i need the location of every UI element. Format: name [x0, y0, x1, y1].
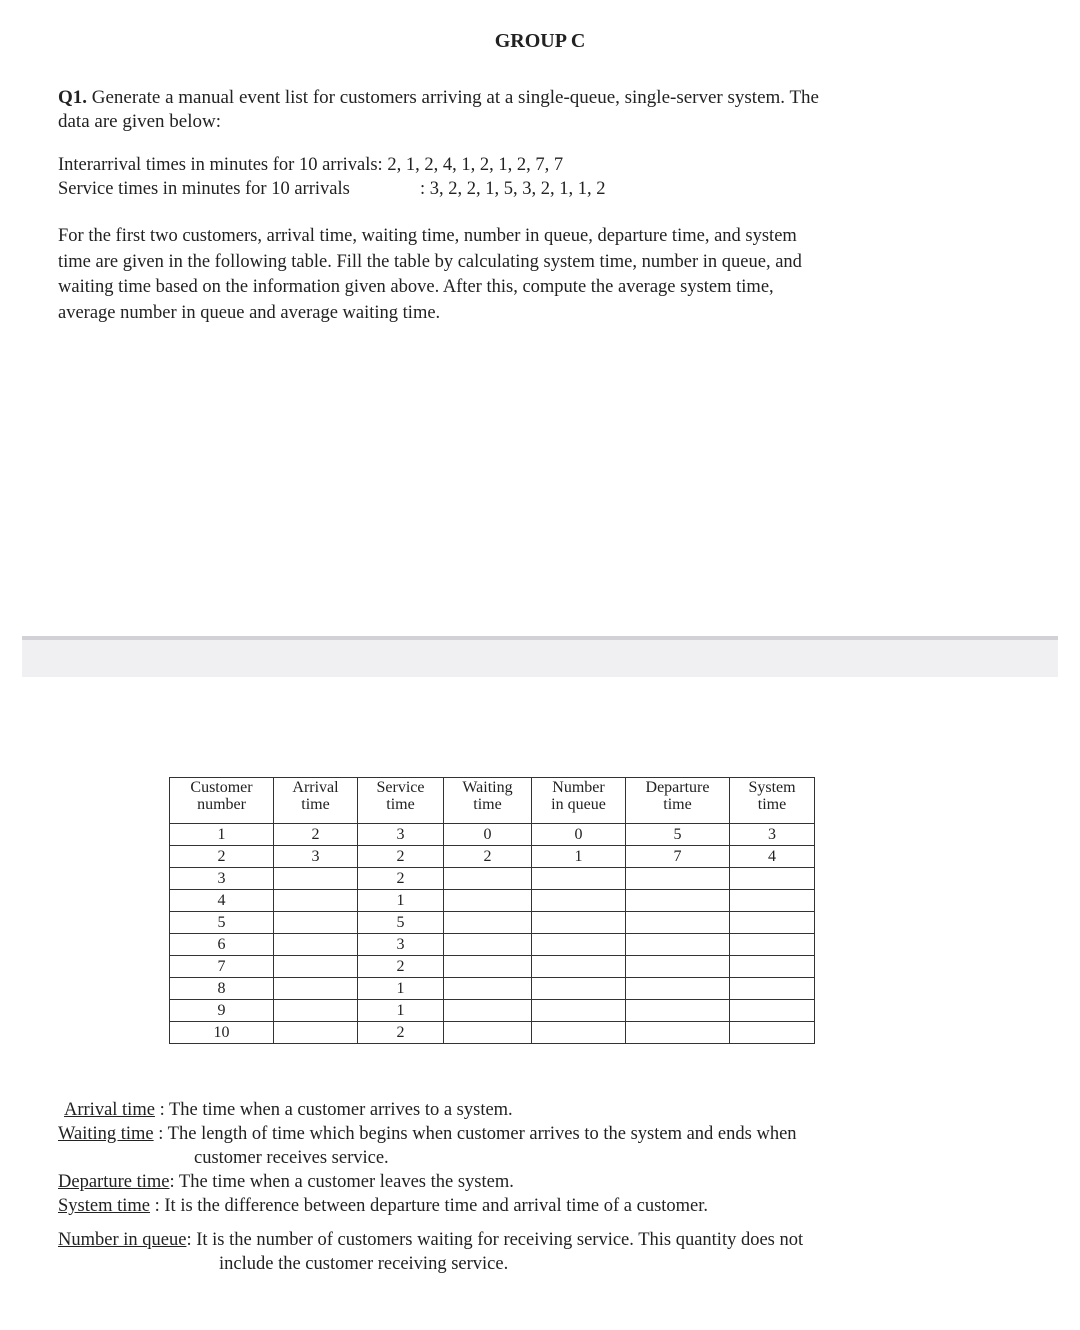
table-row [170, 824, 815, 846]
table-cell [274, 1000, 358, 1022]
table-cell: 4 [730, 846, 815, 868]
table-cell: 1 [170, 824, 274, 846]
interarrival-label: Interarrival times in minutes for 10 arrivals: [58, 155, 383, 175]
table-cell [444, 1022, 532, 1044]
table-cell [532, 1022, 626, 1044]
instruction-line: time are given in the following table. Fill the table by calculating system time, number in queue, and [58, 251, 802, 272]
table-cell: 2 [170, 846, 274, 868]
table-header-row [170, 778, 815, 824]
question-line-2: data are given below: [58, 111, 222, 132]
desc-waiting-time: : The length of time which begins when customer arrives to the system and ends when [158, 1124, 797, 1144]
table-cell: 8 [170, 978, 274, 1000]
header-departure-time: Departure time [626, 778, 730, 824]
table-cell [626, 912, 730, 934]
table-cell [532, 890, 626, 912]
table-cell [626, 1000, 730, 1022]
table-cell [444, 956, 532, 978]
table-cell: 3 [170, 868, 274, 890]
table-cell [532, 956, 626, 978]
table-cell: 0 [532, 824, 626, 846]
table-row [170, 868, 815, 890]
table-cell [532, 978, 626, 1000]
table-cell [444, 890, 532, 912]
table-row [170, 934, 815, 956]
page-heading: GROUP C [494, 30, 586, 52]
table-cell [444, 934, 532, 956]
table-cell [626, 1022, 730, 1044]
table-cell: 3 [358, 824, 444, 846]
table-row [170, 978, 815, 1000]
table-cell [532, 934, 626, 956]
header-service-time: Service time [358, 778, 444, 824]
table-cell [730, 934, 815, 956]
header-waiting-time: Waiting time [444, 778, 532, 824]
table-cell: 9 [170, 1000, 274, 1022]
table-cell: 2 [274, 824, 358, 846]
definition-queue [58, 1228, 938, 1252]
term-number-in-queue: Number in queue [58, 1230, 187, 1250]
question-text [58, 86, 938, 134]
desc-arrival-time: : The time when a customer arrives to a system. [159, 1100, 513, 1120]
instruction-line: waiting time based on the information given above. After this, compute the average system time, [58, 277, 774, 297]
term-departure-time: Departure time [58, 1172, 170, 1192]
table-row [170, 890, 815, 912]
definition-arrival [58, 1098, 938, 1122]
table-cell: 5 [358, 912, 444, 934]
table-cell [730, 978, 815, 1000]
table-cell: 6 [170, 934, 274, 956]
definition-departure [58, 1170, 938, 1194]
table-cell [532, 868, 626, 890]
definition-system [58, 1194, 938, 1218]
page-divider [22, 636, 1058, 677]
service-label: Service times in minutes for 10 arrivals [58, 179, 350, 199]
table-cell [274, 868, 358, 890]
table-cell [444, 978, 532, 1000]
table-cell: 3 [730, 824, 815, 846]
table-cell: 7 [626, 846, 730, 868]
table-cell [274, 912, 358, 934]
table-cell [274, 934, 358, 956]
desc-system-time: : It is the difference between departure time and arrival time of a customer. [154, 1196, 709, 1216]
term-arrival-time: Arrival time [64, 1100, 155, 1120]
given-data [58, 153, 938, 201]
table-cell [730, 890, 815, 912]
table-cell [274, 956, 358, 978]
table-cell: 5 [626, 824, 730, 846]
table-cell [532, 1000, 626, 1022]
event-table [169, 777, 815, 1044]
table-cell [730, 912, 815, 934]
table-row [170, 846, 815, 868]
table-cell [626, 890, 730, 912]
table-cell: 2 [358, 1022, 444, 1044]
table-cell [626, 934, 730, 956]
definition-waiting [58, 1122, 938, 1146]
table-cell: 2 [358, 868, 444, 890]
instruction-line: average number in queue and average waiting time. [58, 302, 441, 323]
header-system-time: System time [730, 778, 815, 824]
table-cell: 1 [358, 1000, 444, 1022]
table-cell: 2 [444, 846, 532, 868]
table-cell [444, 1000, 532, 1022]
service-values: : 3, 2, 2, 1, 5, 3, 2, 1, 1, 2 [420, 179, 606, 199]
instruction-line: For the first two customers, arrival time, waiting time, number in queue, departure time, and system [58, 226, 797, 246]
table-cell: 0 [444, 824, 532, 846]
table-row [170, 956, 815, 978]
question-number: Q1. [58, 87, 88, 108]
definitions [58, 1098, 938, 1276]
table-cell [444, 912, 532, 934]
table-row [170, 1022, 815, 1044]
table-cell [274, 1022, 358, 1044]
desc-number-in-queue: : It is the number of customers waiting for receiving service. This quantity does not [186, 1230, 804, 1250]
header-arrival-time: Arrival time [274, 778, 358, 824]
table-cell: 3 [274, 846, 358, 868]
interarrival-values: 2, 1, 2, 4, 1, 2, 1, 2, 7, 7 [387, 155, 564, 175]
table-cell: 7 [170, 956, 274, 978]
instructions [58, 224, 918, 326]
table-cell: 1 [358, 978, 444, 1000]
desc-waiting-time-cont: customer receives service. [194, 1148, 389, 1168]
table-cell: 2 [358, 956, 444, 978]
table-cell [274, 890, 358, 912]
table-cell [444, 868, 532, 890]
table-cell: 1 [358, 890, 444, 912]
table-row [170, 912, 815, 934]
table-cell: 10 [170, 1022, 274, 1044]
table-cell [730, 1000, 815, 1022]
table-cell: 5 [170, 912, 274, 934]
table-cell [626, 868, 730, 890]
table-cell: 3 [358, 934, 444, 956]
header-number-in-queue: Number in queue [532, 778, 626, 824]
term-system-time: System time [58, 1196, 150, 1216]
table-cell [626, 978, 730, 1000]
table-cell: 4 [170, 890, 274, 912]
term-waiting-time: Waiting time [58, 1124, 154, 1144]
table-cell: 2 [358, 846, 444, 868]
table-cell: 1 [532, 846, 626, 868]
table-cell [626, 956, 730, 978]
desc-number-in-queue-cont: include the customer receiving service. [219, 1254, 509, 1274]
table-cell [532, 912, 626, 934]
table-cell [730, 956, 815, 978]
desc-departure-time: : The time when a customer leaves the system. [169, 1172, 514, 1192]
table-cell [730, 1022, 815, 1044]
table-cell [274, 978, 358, 1000]
table-cell [730, 868, 815, 890]
table-row [170, 1000, 815, 1022]
header-customer-number: Customer number [170, 778, 274, 824]
question-line-1: Generate a manual event list for customers arriving at a single-queue, single-server system. The [91, 87, 819, 108]
